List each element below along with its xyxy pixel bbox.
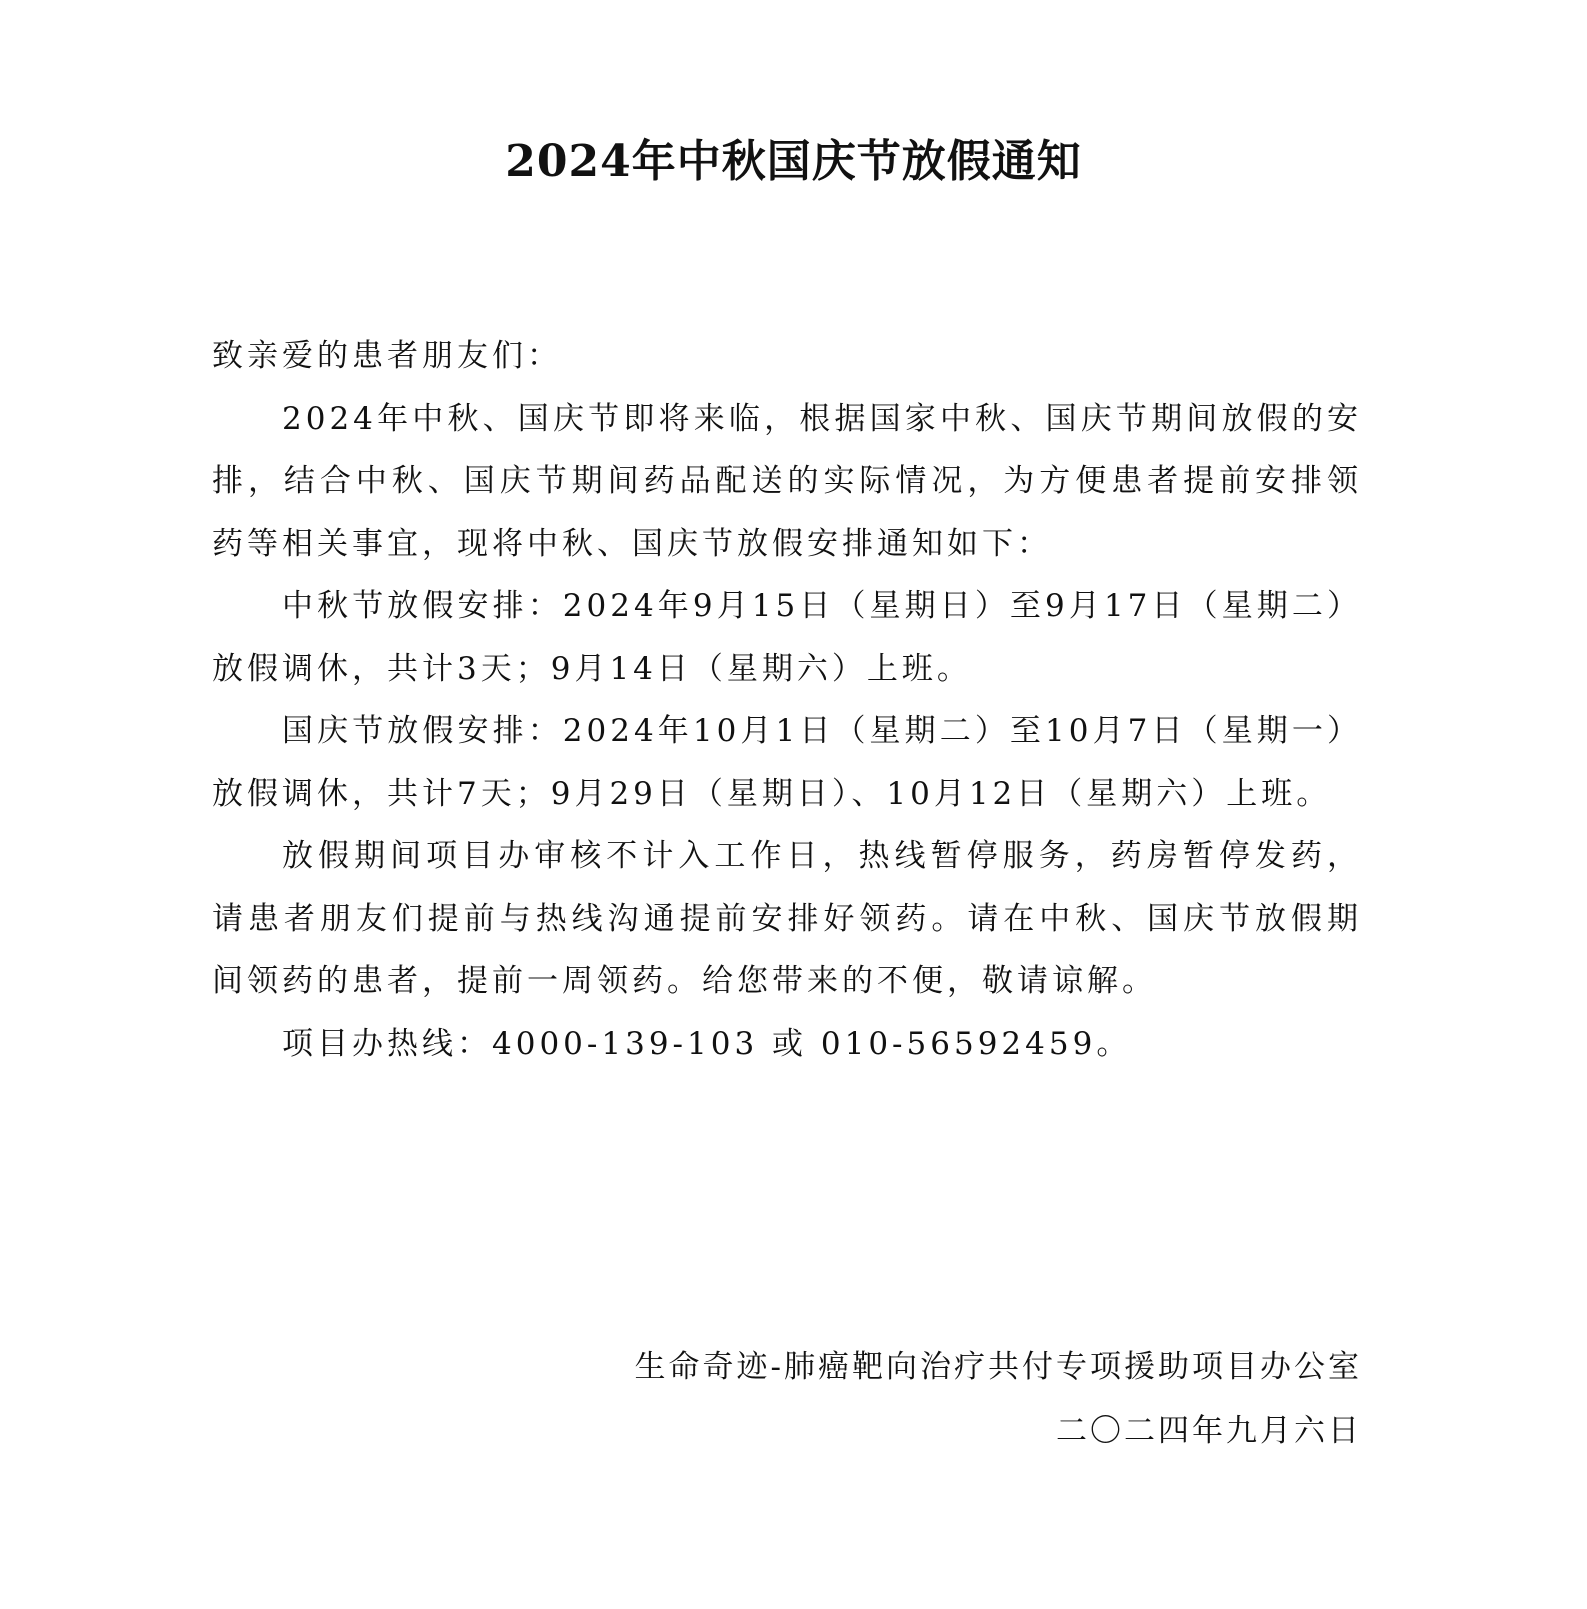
notice-body: [212, 325, 1362, 1075]
hotline-paragraph: 项目办热线：4000-139-103 或 010-56592459。: [282, 1025, 1132, 1062]
signature-date: 二〇二四年九月六日: [1056, 1413, 1362, 1449]
national-day-schedule-paragraph: 国庆节放假安排：2024年10月1日（星期二）至10月7日（星期一）放假调休，共计7天；9月29日（星期日）、10月12日（星期六）上班。: [212, 713, 1362, 812]
salutation: 致亲爱的患者朋友们：: [212, 338, 562, 374]
intro-paragraph: 2024年中秋、国庆节即将来临，根据国家中秋、国庆节期间放假的安排，结合中秋、国庆节期间药品配送的实际情况，为方便患者提前安排领药等相关事宜，现将中秋、国庆节放假安排通知如下：: [212, 400, 1362, 562]
service-notice-paragraph: 放假期间项目办审核不计入工作日，热线暂停服务，药房暂停发药，请患者朋友们提前与热线沟通提前安排好领药。请在中秋、国庆节放假期间领药的患者，提前一周领药。给您带来的不便，敬请谅解。: [212, 838, 1362, 999]
signature-block: [462, 1335, 1362, 1463]
mid-autumn-schedule-paragraph: 中秋节放假安排：2024年9月15日（星期日）至9月17日（星期二）放假调休，共计3天；9月14日（星期六）上班。: [212, 588, 1362, 687]
notice-title: 2024年中秋国庆节放假通知: [505, 136, 1082, 187]
signature-organization: 生命奇迹-肺癌靶向治疗共付专项援助项目办公室: [634, 1349, 1362, 1385]
